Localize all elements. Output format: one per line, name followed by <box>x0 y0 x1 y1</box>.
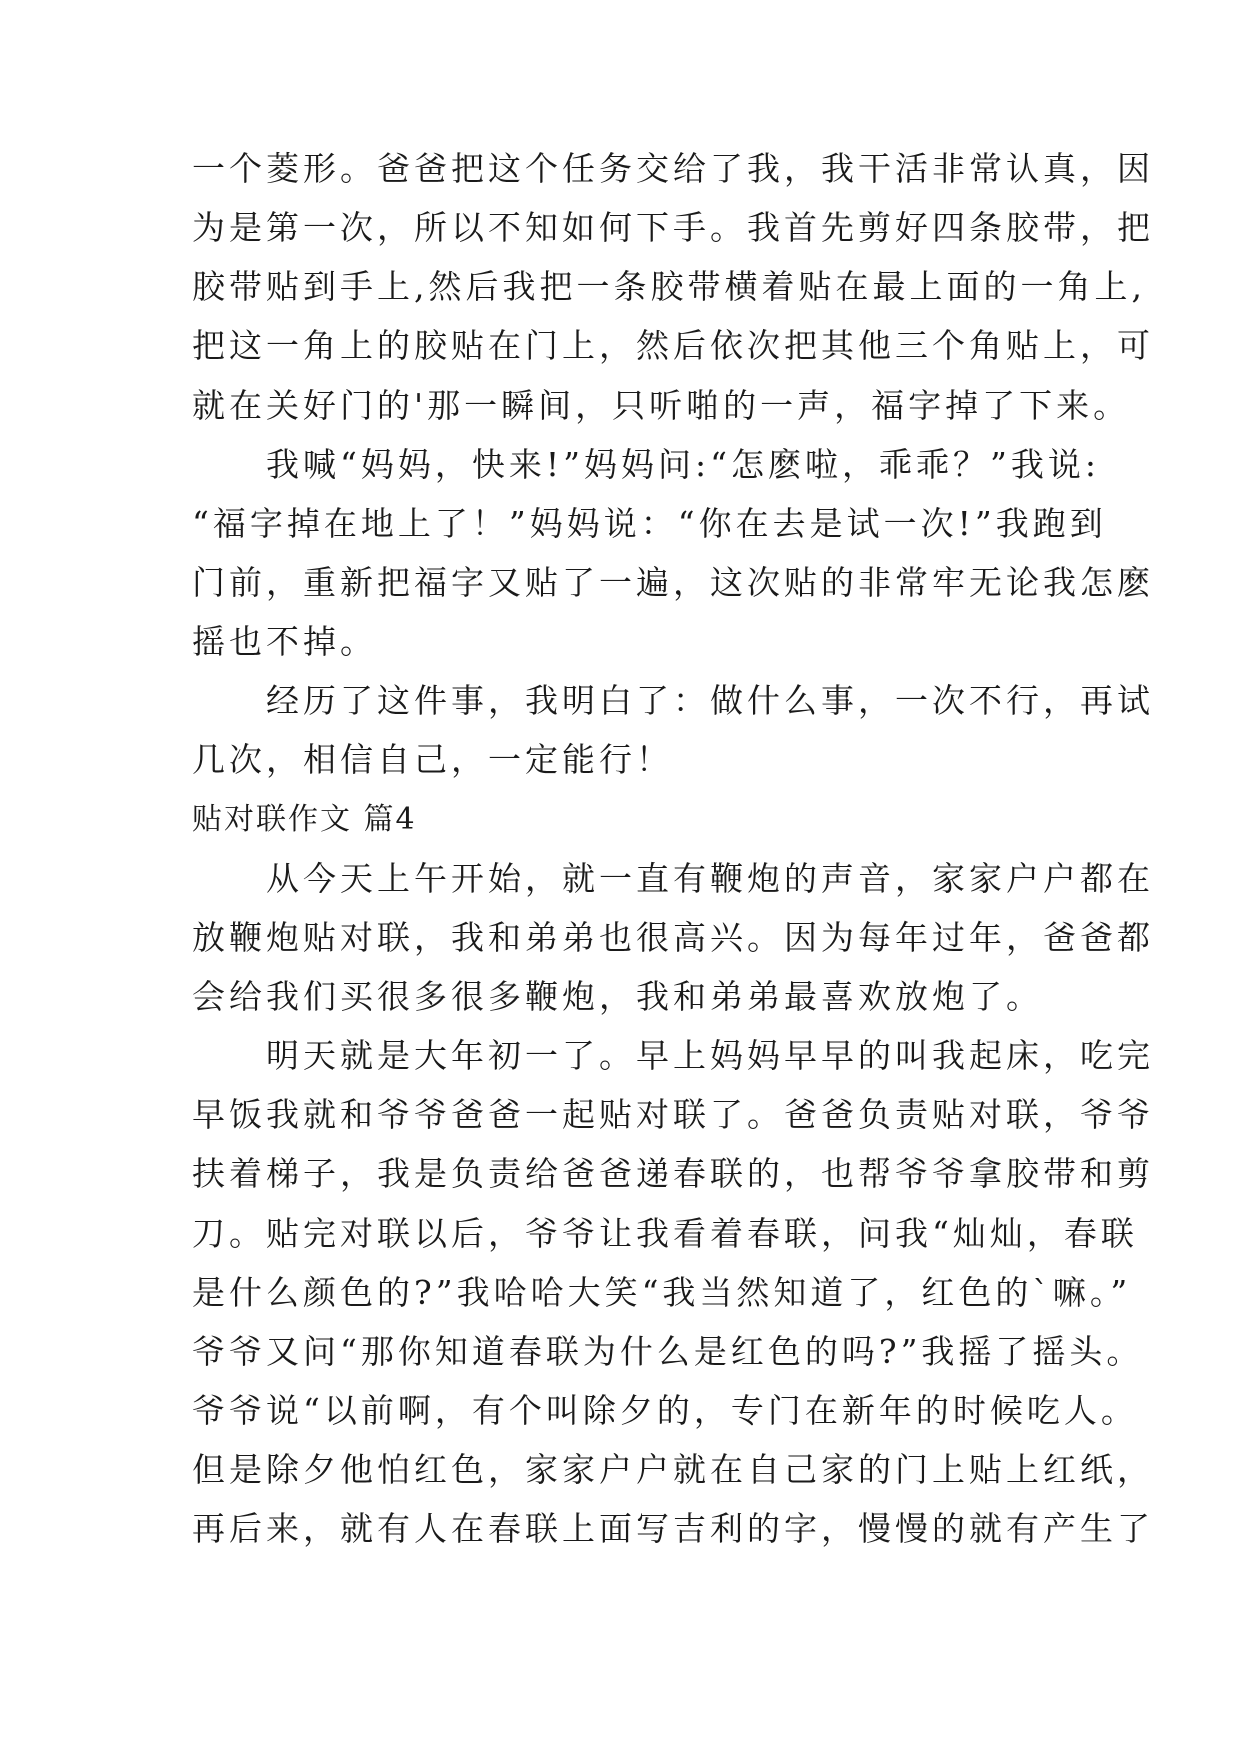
body-line: 经历了这件事，我明白了：做什么事，一次不行，再试 <box>192 681 1154 720</box>
body-line: 但是除夕他怕红色，家家户户就在自己家的门上贴上红纸， <box>192 1450 1154 1489</box>
body-line: 是什么颜色的?”我哈哈大笑“我当然知道了，红色的`嘛。” <box>192 1273 1132 1312</box>
body-line: 一个菱形。爸爸把这个任务交给了我，我干活非常认真，因 <box>192 149 1154 188</box>
body-line: 我喊“妈妈，快来!”妈妈问:“怎麽啦，乖乖？”我说: <box>192 445 1100 484</box>
body-line: 会给我们买很多很多鞭炮，我和弟弟最喜欢放炮了。 <box>192 977 1043 1016</box>
body-line: 爷爷说“以前啊，有个叫除夕的，专门在新年的时候吃人。 <box>192 1391 1138 1430</box>
body-line: 胶带贴到手上,然后我把一条胶带横着贴在最上面的一角上, <box>192 267 1146 306</box>
body-line: 放鞭炮贴对联，我和弟弟也很高兴。因为每年过年，爸爸都 <box>192 918 1154 957</box>
body-line: “福字掉在地上了！”妈妈说：“你在去是试一次!”我跑到 <box>192 504 1107 543</box>
body-line: 把这一角上的胶贴在门上，然后依次把其他三个角贴上，可 <box>192 326 1154 365</box>
body-line: 再后来，就有人在春联上面写吉利的字，慢慢的就有产生了 <box>192 1509 1154 1548</box>
section-heading: 贴对联作文 篇4 <box>192 802 417 837</box>
body-line: 早饭我就和爷爷爸爸一起贴对联了。爸爸负责贴对联，爷爷 <box>192 1095 1154 1134</box>
body-line: 几次，相信自己，一定能行！ <box>192 740 673 779</box>
body-line: 扶着梯子，我是负责给爸爸递春联的，也帮爷爷拿胶带和剪 <box>192 1154 1154 1193</box>
body-line: 就在关好门的'那一瞬间，只听啪的一声，福字掉了下来。 <box>192 386 1131 425</box>
body-line: 从今天上午开始，就一直有鞭炮的声音，家家户户都在 <box>192 859 1154 898</box>
body-line: 摇也不掉。 <box>192 622 377 661</box>
body-line: 爷爷又问“那你知道春联为什么是红色的吗?”我摇了摇头。 <box>192 1332 1144 1371</box>
body-line: 明天就是大年初一了。早上妈妈早早的叫我起床，吃完 <box>192 1036 1154 1075</box>
body-line: 刀。贴完对联以后，爷爷让我看着春联，问我“灿灿，春联 <box>192 1214 1138 1253</box>
body-line: 门前，重新把福字又贴了一遍，这次贴的非常牢无论我怎麽 <box>192 563 1154 602</box>
body-line: 为是第一次，所以不知如何下手。我首先剪好四条胶带，把 <box>192 208 1154 247</box>
